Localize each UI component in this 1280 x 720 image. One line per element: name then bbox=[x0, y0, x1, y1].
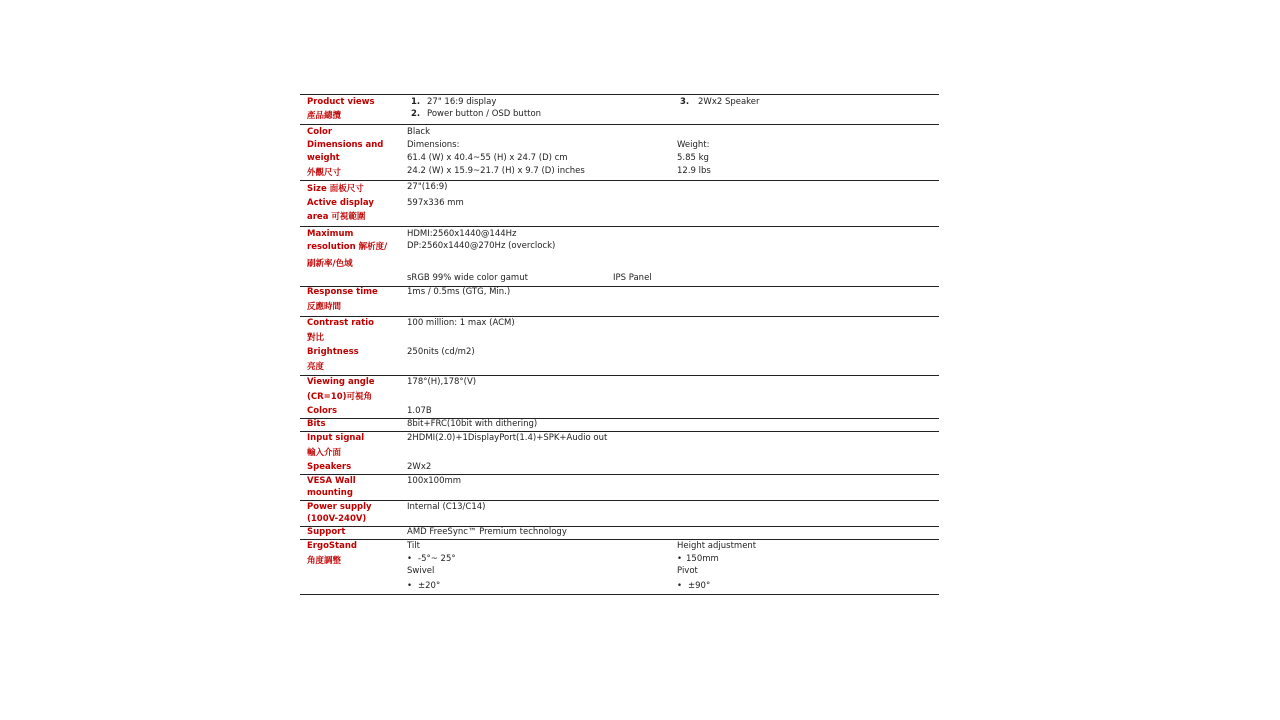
spec-value: 61.4 (W) x 40.4~55 (H) x 24.7 (D) cm bbox=[407, 153, 568, 163]
spec-value: 2Wx2 bbox=[407, 462, 432, 472]
spec-row-bits bbox=[300, 418, 939, 431]
spec-label-cjk: 輸入介面 bbox=[307, 448, 342, 458]
list-number: 1. bbox=[411, 97, 421, 107]
spec-label: Maximum bbox=[307, 229, 354, 239]
spec-table bbox=[300, 94, 939, 595]
spec-label: Input signal bbox=[307, 433, 365, 443]
spec-label: (100V-240V) bbox=[307, 514, 367, 524]
spec-value: IPS Panel bbox=[613, 273, 652, 283]
spec-value: 100x100mm bbox=[407, 476, 462, 486]
spec-value: Internal (C13/C14) bbox=[407, 502, 486, 512]
spec-value: -5°~ 25° bbox=[418, 554, 456, 564]
spec-label: Response time bbox=[307, 287, 378, 297]
spec-row-power-supply bbox=[300, 500, 939, 526]
spec-value: 250nits (cd/m2) bbox=[407, 347, 475, 357]
list-item: 27" 16:9 display bbox=[427, 97, 497, 107]
spec-label: resolution 解析度/ bbox=[307, 242, 388, 252]
spec-value: 27"(16:9) bbox=[407, 182, 448, 192]
spec-label: Bits bbox=[307, 419, 326, 429]
spec-value: Black bbox=[407, 127, 430, 137]
spec-value: sRGB 99% wide color gamut bbox=[407, 273, 528, 283]
spec-value: 8bit+FRC(10bit with dithering) bbox=[407, 419, 538, 429]
spec-label: Brightness bbox=[307, 347, 359, 357]
bullet-icon: • bbox=[407, 581, 413, 591]
spec-label: (CR=10)可視角 bbox=[307, 392, 373, 402]
spec-label: area 可視範圍 bbox=[307, 212, 366, 222]
spec-value: 100 million: 1 max (ACM) bbox=[407, 318, 515, 328]
spec-label: Product views bbox=[307, 97, 375, 107]
list-number: 3. bbox=[680, 97, 690, 107]
bullet-icon: • bbox=[677, 554, 683, 564]
spec-value: 597x336 mm bbox=[407, 198, 464, 208]
bullet-icon: • bbox=[407, 554, 413, 564]
spec-label-cjk: 刷新率/色域 bbox=[307, 259, 353, 269]
spec-value: Pivot bbox=[677, 566, 698, 576]
spec-value: 1ms / 0.5ms (GTG, Min.) bbox=[407, 287, 511, 297]
bullet-icon: • bbox=[677, 581, 683, 591]
spec-label: mounting bbox=[307, 488, 353, 498]
spec-label: Dimensions and bbox=[307, 140, 384, 150]
spec-row-ergostand bbox=[300, 539, 939, 595]
spec-row-resolution bbox=[300, 226, 939, 286]
spec-label-cjk: 產品總攬 bbox=[307, 111, 342, 121]
spec-label: Power supply bbox=[307, 502, 372, 512]
spec-label-cjk: 亮度 bbox=[307, 362, 325, 372]
list-number: 2. bbox=[411, 109, 421, 119]
spec-row-vesa bbox=[300, 474, 939, 500]
spec-value: Dimensions: bbox=[407, 140, 460, 150]
spec-value: 178°(H),178°(V) bbox=[407, 377, 477, 387]
spec-label-cjk: 外觀尺寸 bbox=[307, 168, 342, 178]
spec-label: Size 面板尺寸 bbox=[307, 184, 364, 194]
spec-label: ErgoStand bbox=[307, 541, 357, 551]
spec-row-viewing-angle bbox=[300, 375, 939, 418]
spec-value: 2HDMI(2.0)+1DisplayPort(1.4)+SPK+Audio out bbox=[407, 433, 608, 443]
spec-label-cjk: 角度調整 bbox=[307, 556, 342, 566]
spec-row-size bbox=[300, 180, 939, 226]
list-item: 2Wx2 Speaker bbox=[698, 97, 760, 107]
spec-value: Swivel bbox=[407, 566, 435, 576]
spec-value: 1.07B bbox=[407, 406, 432, 416]
spec-row-input-signal bbox=[300, 431, 939, 474]
spec-value: Height adjustment bbox=[677, 541, 757, 551]
spec-value: HDMI:2560x1440@144Hz bbox=[407, 229, 517, 239]
spec-label: Color bbox=[307, 127, 333, 137]
spec-label: weight bbox=[307, 153, 340, 163]
spec-label-cjk: 對比 bbox=[307, 333, 325, 343]
spec-value: ±20° bbox=[418, 581, 441, 591]
spec-label: Colors bbox=[307, 406, 338, 416]
spec-label: Viewing angle bbox=[307, 377, 375, 387]
spec-row-support bbox=[300, 526, 939, 539]
spec-value: DP:2560x1440@270Hz (overclock) bbox=[407, 241, 556, 251]
spec-label: Support bbox=[307, 527, 346, 537]
spec-label: VESA Wall bbox=[307, 476, 356, 486]
spec-value: ±90° bbox=[688, 581, 711, 591]
spec-value: 150mm bbox=[686, 554, 719, 564]
spec-row-contrast bbox=[300, 316, 939, 375]
spec-label: Contrast ratio bbox=[307, 318, 374, 328]
spec-row-color-dimensions bbox=[300, 124, 939, 180]
spec-value: 24.2 (W) x 15.9~21.7 (H) x 9.7 (D) inches bbox=[407, 166, 585, 176]
spec-value: AMD FreeSync™ Premium technology bbox=[407, 527, 567, 537]
spec-value: 5.85 kg bbox=[677, 153, 709, 163]
spec-label: Speakers bbox=[307, 462, 352, 472]
list-item: Power button / OSD button bbox=[427, 109, 542, 119]
spec-value: 12.9 lbs bbox=[677, 166, 711, 176]
spec-row-product-views bbox=[300, 94, 939, 124]
spec-value: Tilt bbox=[407, 541, 420, 551]
spec-label-cjk: 反應時間 bbox=[307, 302, 342, 312]
spec-label: Active display bbox=[307, 198, 374, 208]
spec-value: Weight: bbox=[677, 140, 710, 150]
spec-row-response-time bbox=[300, 286, 939, 316]
